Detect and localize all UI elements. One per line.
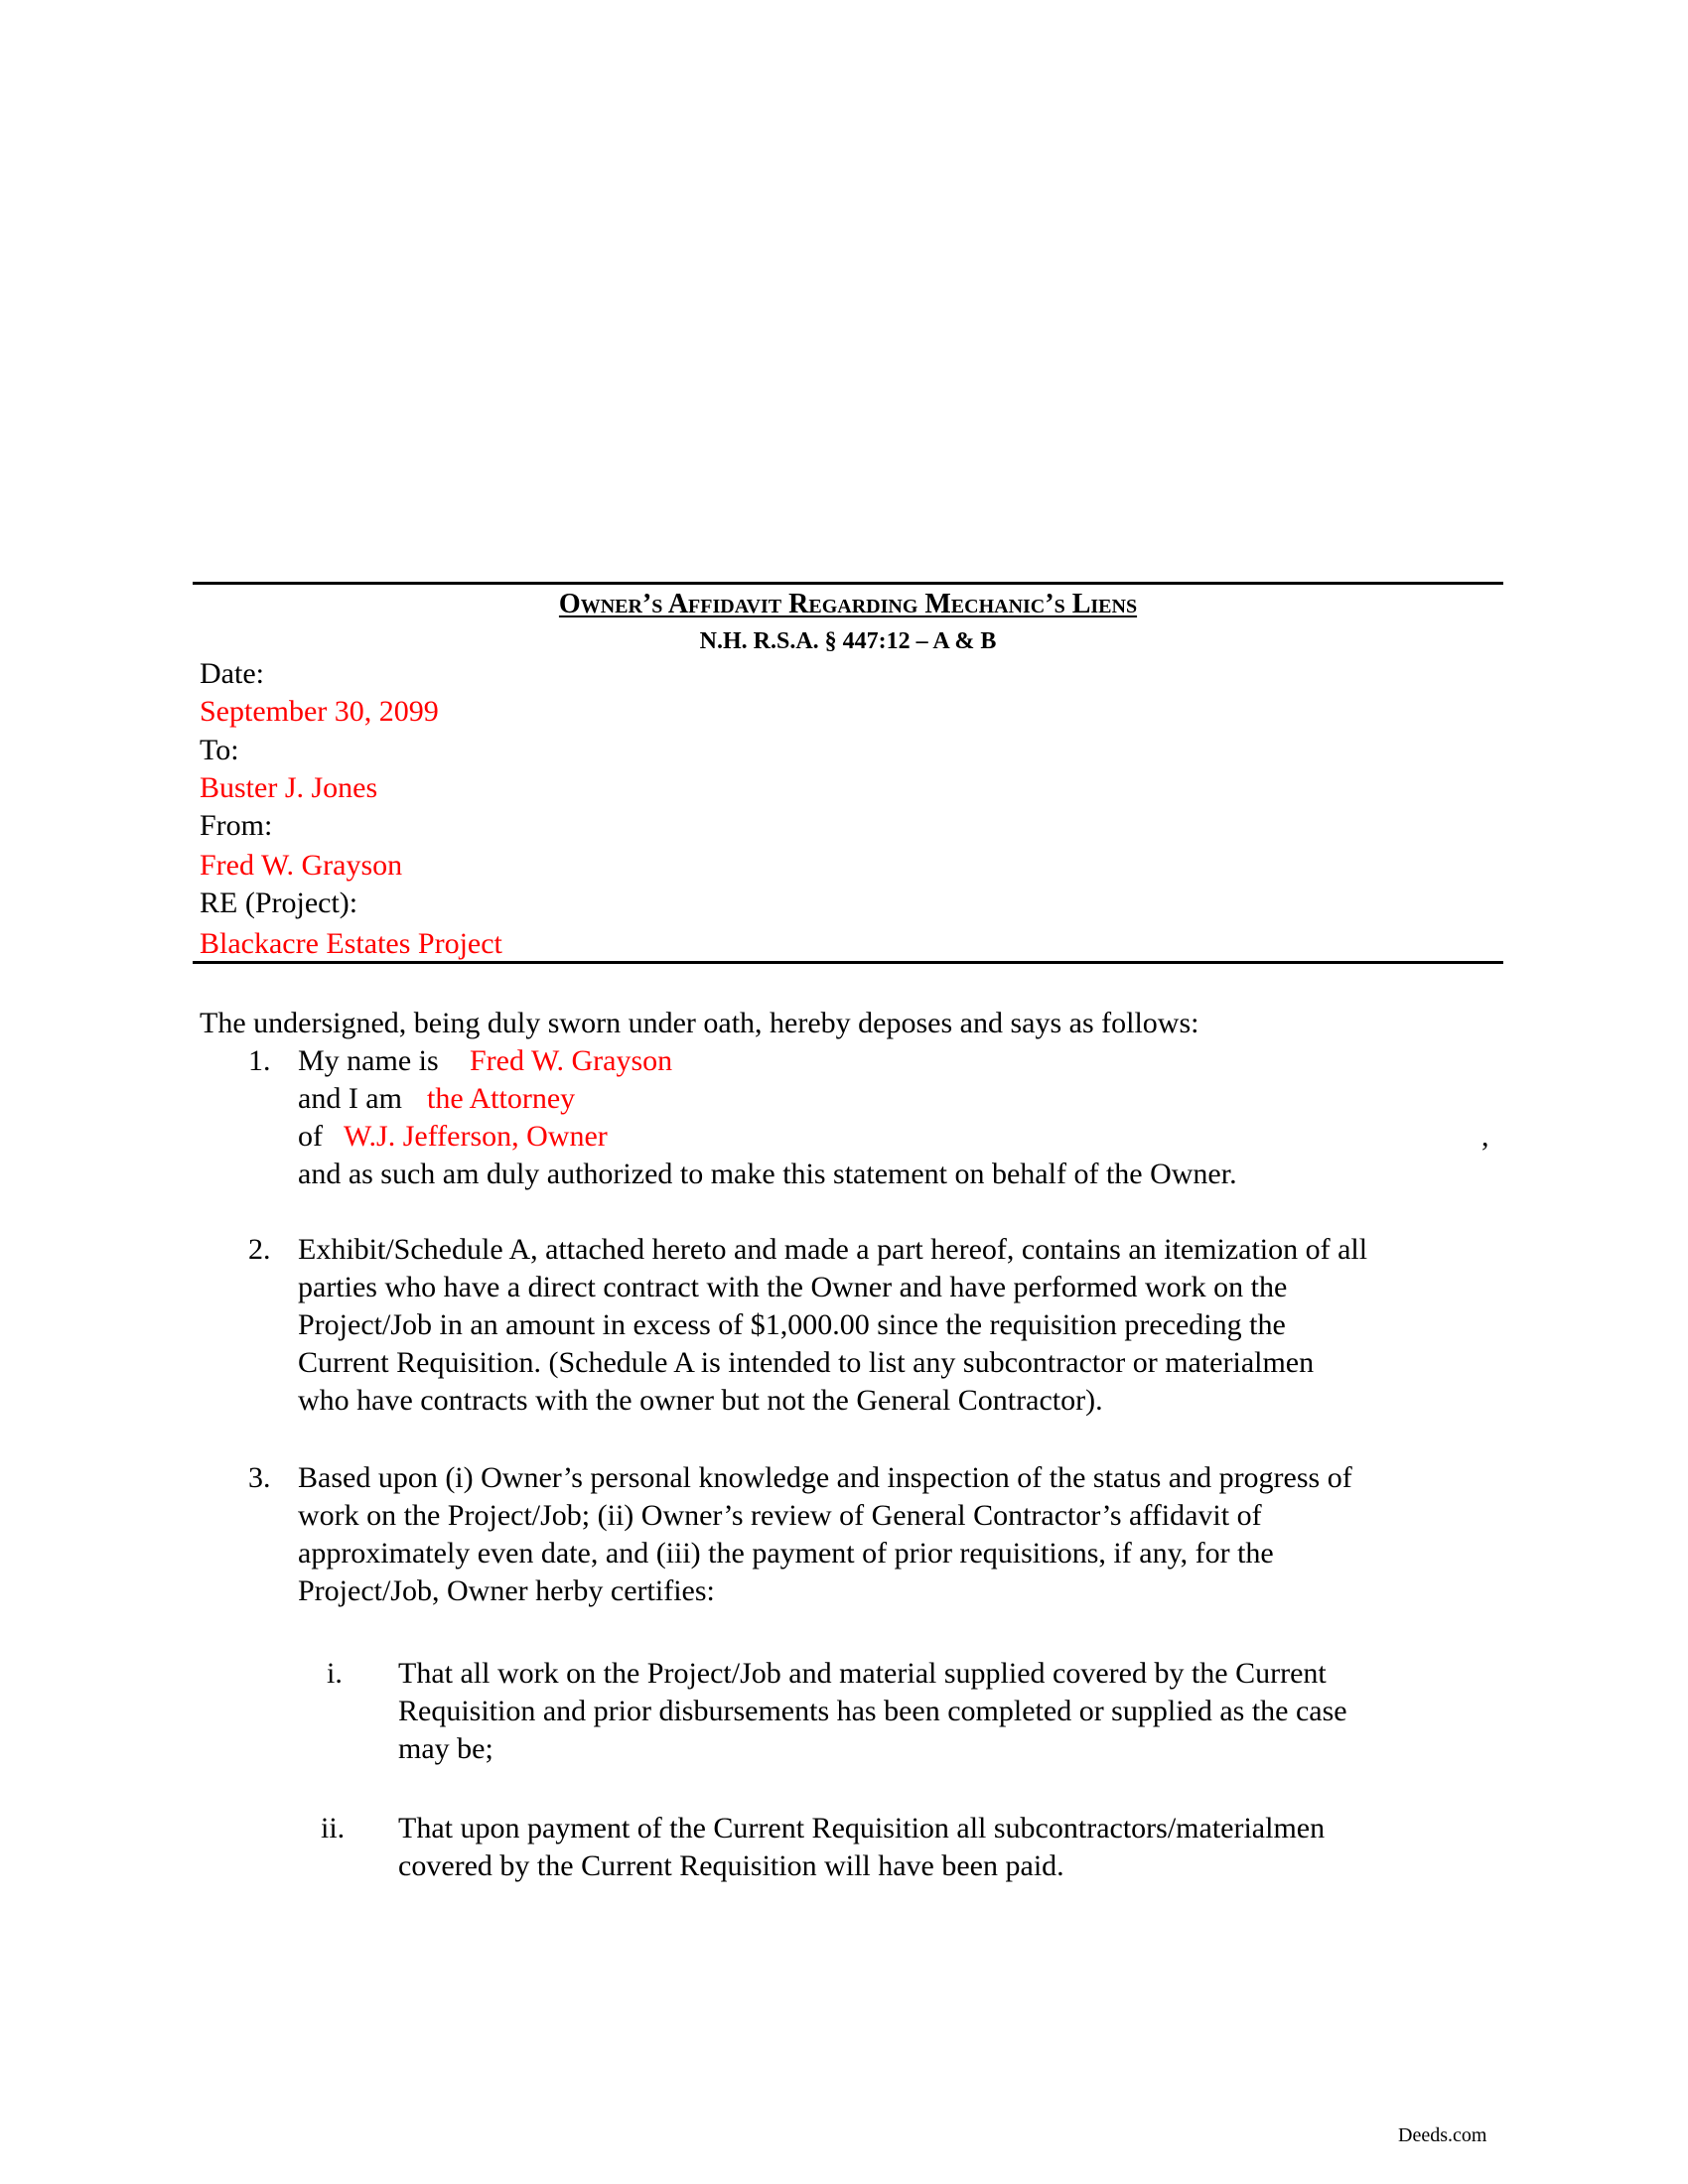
item-3-number: 3. [248, 1461, 271, 1494]
item-2-line: parties who have a direct contract with the Owner and have performed work on the [298, 1271, 1288, 1303]
item-2-number: 2. [248, 1233, 271, 1266]
item-2-line: Current Requisition. (Schedule A is intended to list any subcontractor or materialmen [298, 1346, 1315, 1379]
item-1-name-prefix: My name is [298, 1044, 439, 1077]
sub-item-i-paragraph [398, 1655, 1347, 1768]
item-1-role-prefix: and I am [298, 1082, 402, 1115]
date-label: Date: [200, 657, 264, 690]
item-2-line: who have contracts with the owner but not the General Contractor). [298, 1384, 1103, 1417]
statute-reference: N.H. R.S.A. § 447:12 – A & B [699, 628, 997, 654]
item-1-closing: and as such am duly authorized to make this statement on behalf of the Owner. [298, 1158, 1237, 1190]
item-1-of-prefix: of [298, 1120, 323, 1153]
item-1-name-value: Fred W. Grayson [470, 1044, 673, 1077]
item-2-paragraph [298, 1231, 1367, 1420]
sub-item-i-line: Requisition and prior disbursements has been completed or supplied as the case [398, 1695, 1347, 1727]
re-project-label: RE (Project): [200, 887, 358, 919]
from-value: Fred W. Grayson [200, 849, 403, 882]
item-3-line: Based upon (i) Owner’s personal knowledge and inspection of the status and progress of [298, 1461, 1352, 1494]
date-value: September 30, 2099 [200, 695, 439, 728]
intro-paragraph: The undersigned, being duly sworn under oath, hereby deposes and says as follows: [200, 1007, 1199, 1039]
item-3-line: work on the Project/Job; (ii) Owner’s review of General Contractor’s affidavit of [298, 1499, 1262, 1532]
item-3-paragraph [298, 1459, 1352, 1610]
header-bottom-rule [193, 961, 1503, 964]
header-top-rule [193, 582, 1503, 585]
footer-source: Deeds.com [1398, 2124, 1487, 2146]
document-title: Owner’s Affidavit Regarding Mechanic’s Liens [558, 589, 1138, 619]
sub-item-i-line: may be; [398, 1732, 493, 1765]
item-1-comma: , [1481, 1120, 1489, 1153]
sub-item-ii-paragraph [398, 1810, 1325, 1885]
re-project-value: Blackacre Estates Project [200, 927, 502, 960]
sub-item-ii-line: covered by the Current Requisition will have been paid. [398, 1849, 1064, 1882]
to-label: To: [200, 734, 239, 766]
sub-item-ii-number: ii. [321, 1812, 346, 1844]
sub-item-i-line: That all work on the Project/Job and material supplied covered by the Current [398, 1657, 1327, 1690]
from-label: From: [200, 809, 273, 842]
item-3-line: approximately even date, and (iii) the payment of prior requisitions, if any, for the [298, 1537, 1274, 1570]
item-1-of-value: W.J. Jefferson, Owner [344, 1120, 608, 1153]
item-1-number: 1. [248, 1044, 271, 1077]
item-1-role-value: the Attorney [427, 1082, 576, 1115]
sub-item-i-number: i. [327, 1657, 343, 1690]
item-2-line: Exhibit/Schedule A, attached hereto and made a part hereof, contains an itemization of all [298, 1233, 1368, 1266]
item-2-line: Project/Job in an amount in excess of $1,000.00 since the requisition preceding the [298, 1308, 1286, 1341]
sub-item-ii-line: That upon payment of the Current Requisition all subcontractors/materialmen [398, 1812, 1326, 1844]
item-3-line: Project/Job, Owner herby certifies: [298, 1574, 715, 1607]
to-value: Buster J. Jones [200, 771, 378, 804]
